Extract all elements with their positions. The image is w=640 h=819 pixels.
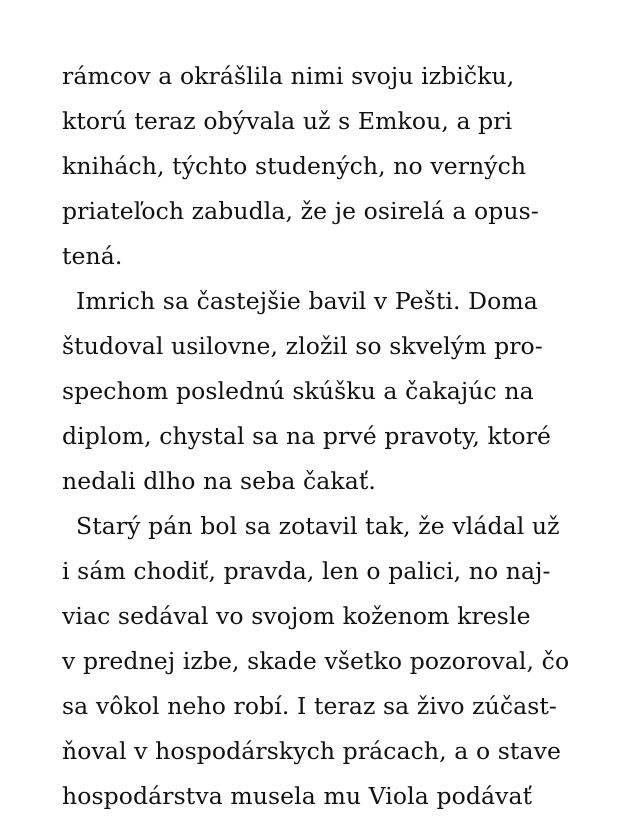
paragraph-start-line: Starý pán bol sa zotavil tak, že vládal už [76,512,560,540]
text-line: sa vôkol neho robí. I teraz sa živo zúčast- [62,692,557,720]
text-line: nedali dlho na seba čakať. [62,467,376,495]
paragraph-start-line: Imrich sa častejšie bavil v Pešti. Doma [76,287,538,315]
text-line: študoval usilovne, zložil so skvelým pro- [62,332,543,360]
body-text [62,54,582,819]
text-line: diplom, chystal sa na prvé pravoty, ktoré [62,422,551,450]
text-line: tená. [62,242,123,270]
text-line: viac sedával vo svojom koženom kresle [62,602,531,630]
text-line: v prednej izbe, skade všetko pozoroval, čo [62,647,570,675]
text-line: priateľoch zabudla, že je osirelá a opus- [62,197,539,225]
text-line: rámcov a okrášlila nimi svoju izbičku, [62,62,515,90]
text-line: hospodárstva musela mu Viola podávať [62,782,533,810]
text-line: knihách, týchto studených, no verných [62,152,527,180]
text-line: i sám chodiť, pravda, len o palici, no naj- [62,557,551,585]
text-line: ktorú teraz obývala už s Emkou, a pri [62,107,513,135]
text-line: spechom poslednú skúšku a čakajúc na [62,377,534,405]
text-line: ňoval v hospodárskych prácach, a o stave [62,737,561,765]
